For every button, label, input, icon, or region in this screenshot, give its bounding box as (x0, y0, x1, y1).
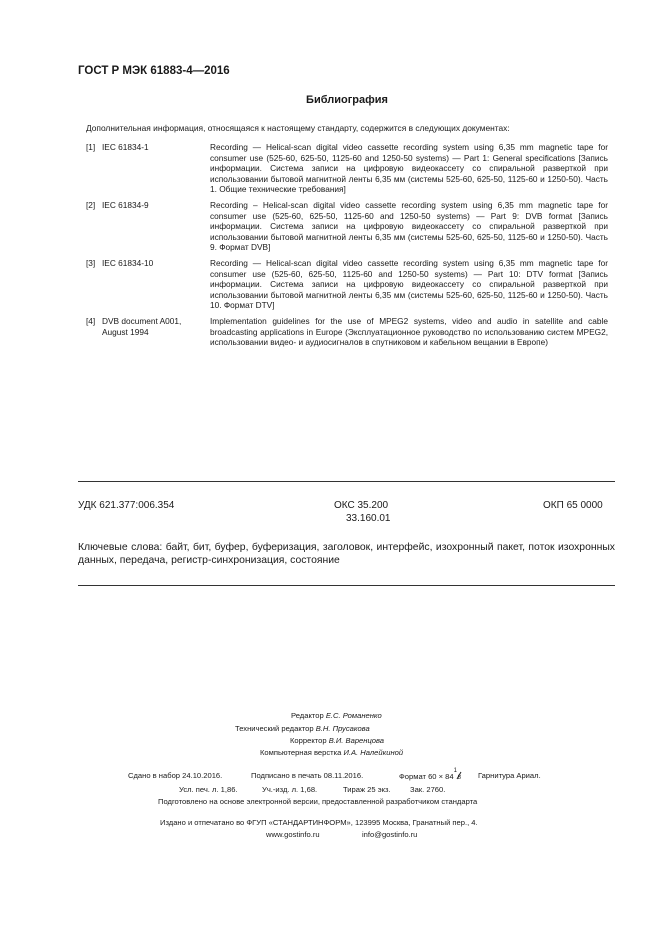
bibliography-intro: Дополнительная информация, относящаяся к настоящему стандарту, содержится в следующих документах: (86, 123, 510, 133)
editor-label: Редактор (291, 711, 324, 720)
format-fraction-denominator: 8 (457, 775, 461, 781)
reference-text: Implementation guidelines for the use of MPEG2 systems, video and audio in satellite and cable broadcasting applications in Europe (Эксплуатационное руководство по использованию систем MPEG2, использовании видео- и аудиосигналов в спутниковом и кабельном вещании в Европе) (210, 316, 608, 348)
order-number: Зак. 2760. (410, 785, 446, 794)
tech-editor-label: Технический редактор (235, 724, 314, 733)
print-format-text: Формат 60 × 84 (399, 772, 454, 781)
reference-text: Recording — Helical-scan digital video cassette recording system using 6,35 mm magnetic tape for consumer use (525-60, 625-50, 1125-60 and 1250-50 systems) — Part 1: General specifications [Запись информации. Система записи на цифровую видеокассету со спиральной разверткой при использовании бытовой магнитной ленты 6,35 мм (системы 525-60, 625-50, 1125-60 и 1250-50). Часть 1. Общие технические требования] (210, 142, 608, 195)
divider-bottom (78, 585, 615, 586)
corrector-name: В.И. Варенцова (328, 736, 385, 745)
layout-label: Компьютерная верстка (260, 748, 342, 757)
imprint-layout (260, 748, 403, 757)
reference-number: [4] (86, 316, 96, 326)
preparation-note: Подготовлено на основе электронной версии, предоставленной разработчиком стандарта (158, 797, 478, 806)
imprint-editor (291, 711, 382, 720)
reference-text: Recording — Helical-scan digital video cassette recording system using 6,35 mm magnetic tape for consumer use (525-60, 625-50, 1125-60 and 1250-50 systems) — Part 10: DTV format [Запись информации. Система записи на цифровую видеокассету со спиральной разверткой при использовании бытовой магнитной ленты 6,35 мм (системы 525-60, 625-50, 1125-60 и 1250-50). Часть 10. Формат DTV] (210, 258, 608, 311)
print-date-signed: Подписано в печать 08.11.2016. (251, 771, 364, 780)
print-format (399, 768, 463, 781)
print-sheets: Усл. печ. л. 1,86. (179, 785, 238, 794)
reference-code: DVB document A001, August 1994 (102, 316, 182, 337)
okp-code: ОКП 65 0000 (543, 500, 603, 511)
reference-item-3 (86, 258, 608, 311)
reference-code: IEC 61834-10 (102, 258, 154, 268)
reference-number: [2] (86, 200, 96, 210)
publisher-email[interactable]: info@gostinfo.ru (362, 830, 418, 839)
format-fraction-numerator: 1 (453, 768, 457, 774)
reference-code: IEC 61834-9 (102, 200, 149, 210)
divider-top (78, 481, 615, 482)
oks-code: ОКС 35.200 (334, 500, 389, 511)
reference-number: [1] (86, 142, 96, 152)
editor-name: Е.С. Романенко (325, 711, 382, 720)
format-fraction (453, 768, 463, 781)
udk-code: УДК 621.377:006.354 (78, 500, 175, 511)
imprint-corrector (290, 736, 384, 745)
layout-name: И.А. Налейкиной (343, 748, 404, 757)
imprint-tech-editor (235, 724, 370, 733)
print-run: Тираж 25 экз. (343, 785, 391, 794)
print-date-submitted: Сдано в набор 24.10.2016. (128, 771, 223, 780)
reference-item-4 (86, 316, 608, 348)
bibliography-title: Библиография (306, 94, 388, 106)
keywords: Ключевые слова: байт, бит, буфер, буферизация, заголовок, интерфейс, изохронный пакет, поток изохронных данных, передача, регистр-синхронизация, состояние (78, 542, 615, 566)
reference-code: IEC 61834-1 (102, 142, 149, 152)
publisher-website[interactable]: www.gostinfo.ru (266, 830, 320, 839)
reference-text: Recording – Helical-scan digital video cassette recording system using 6,35 mm magnetic tape for consumer use (525-60, 625-50, 1125-60 and 1250-50 systems) — Part 9: DVB format [Запись информации. Система записи на цифровую видеокассету со спиральной разверткой при использовании бытовой магнитной ленты 6,35 мм (системы 525-60, 625-50, 1125-60 и 1250-50). Часть 9. Формат DVB] (210, 200, 608, 253)
publisher-sheets: Уч.-изд. л. 1,68. (262, 785, 318, 794)
document-id: ГОСТ Р МЭК 61883-4—2016 (78, 65, 230, 77)
reference-item-2 (86, 200, 608, 253)
oks-code-secondary: 33.160.01 (346, 513, 391, 524)
reference-number: [3] (86, 258, 96, 268)
tech-editor-name: В.Н. Прусакова (315, 724, 370, 733)
reference-item-1 (86, 142, 608, 195)
publisher-info: Издано и отпечатано во ФГУП «СТАНДАРТИНФОРМ», 123995 Москва, Гранатный пер., 4. (160, 818, 478, 827)
print-typeface: Гарнитура Ариал. (478, 771, 541, 780)
corrector-label: Корректор (290, 736, 327, 745)
